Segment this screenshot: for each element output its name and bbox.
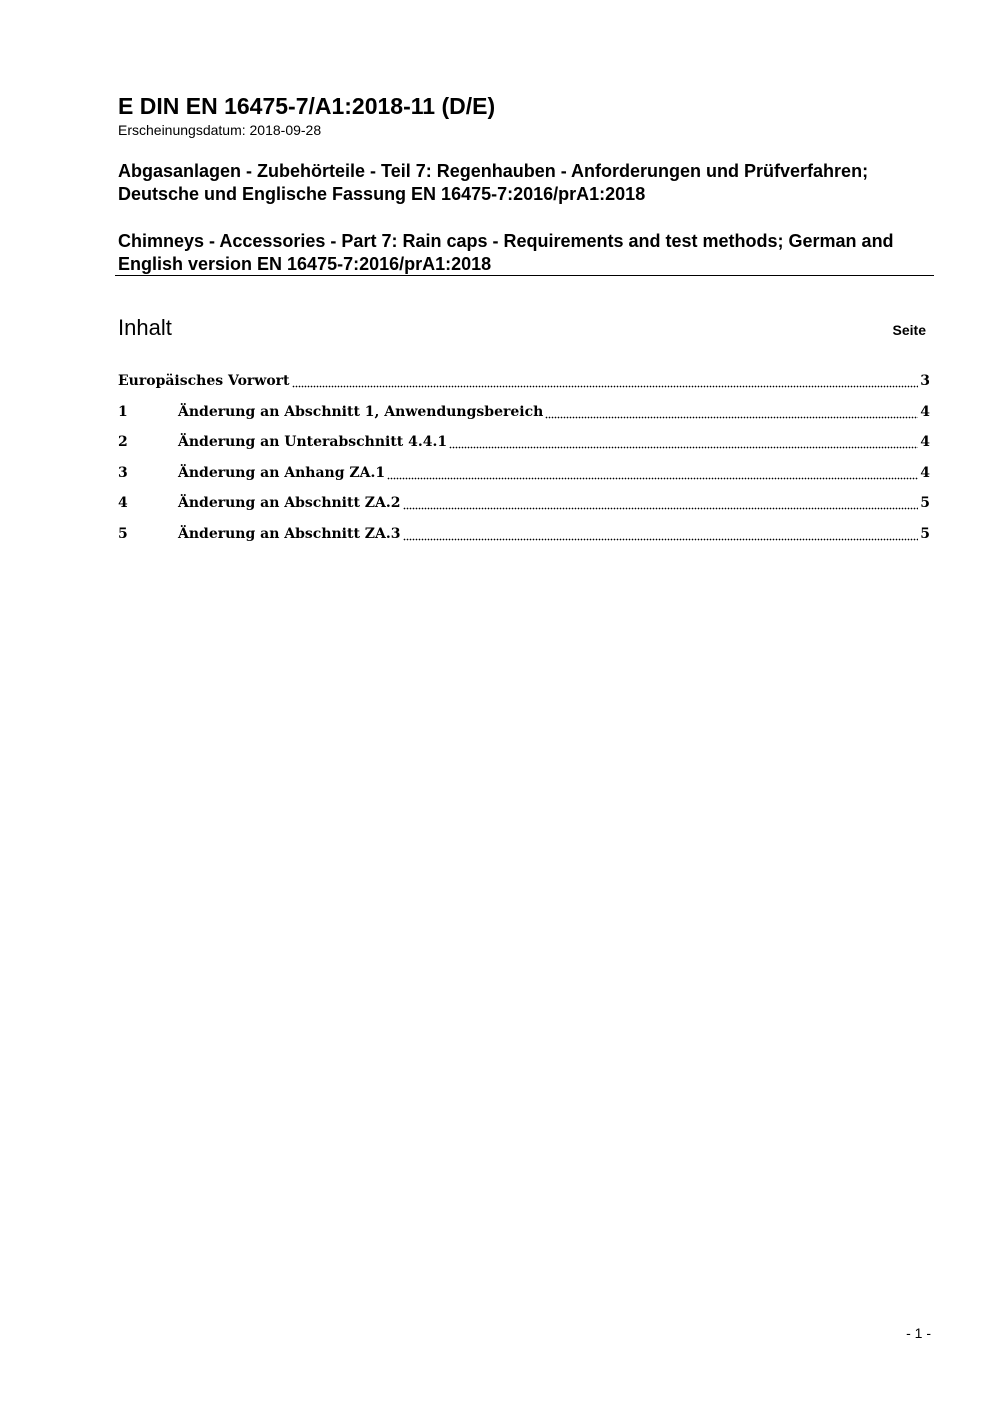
toc-dot-leader [545, 401, 918, 432]
toc-entry-page: 3 [920, 373, 930, 389]
toc-entry-title: Änderung an Abschnitt ZA.2 [178, 495, 401, 511]
toc-entry[interactable] [118, 401, 930, 432]
toc-entry[interactable] [118, 431, 930, 462]
toc-dot-leader [403, 492, 919, 523]
toc-entry-page: 4 [920, 403, 930, 420]
toc-entry-number: 4 [118, 495, 128, 511]
title-english: Chimneys - Accessories - Part 7: Rain caps - Requirements and test methods; German and English version EN 16475-7:2016/prA1:2018 [118, 231, 894, 274]
toc-dot-leader [292, 370, 919, 401]
toc-entry[interactable] [118, 462, 930, 493]
toc-entry-number: 2 [118, 434, 128, 450]
toc-entry-page: 4 [920, 464, 930, 481]
publication-date: Erscheinungsdatum: 2018-09-28 [118, 122, 322, 138]
toc-page-column-label: Seite [892, 322, 926, 338]
toc-entry-page: 4 [920, 434, 930, 450]
toc-entry-title: Änderung an Anhang ZA.1 [178, 464, 386, 481]
title-german: Abgasanlagen - Zubehörteile - Teil 7: Regenhauben - Anforderungen und Prüfverfahren; Deutsche und Englische Fassung EN 16475-7:2016/prA1:2018 [118, 161, 869, 204]
header-divider [115, 275, 934, 276]
document-id: E DIN EN 16475-7/A1:2018-11 (D/E) [118, 93, 496, 119]
toc-entry-title: Änderung an Unterabschnitt 4.4.1 [178, 434, 448, 450]
toc-dot-leader [403, 523, 919, 554]
toc-entry-title: Änderung an Abschnitt 1, Anwendungsbereich [178, 403, 544, 420]
toc-entry[interactable] [118, 523, 930, 554]
toc-entry-number: 3 [118, 464, 128, 481]
page-number: - 1 - [906, 1325, 931, 1341]
toc-entry[interactable] [118, 492, 930, 523]
toc-dot-leader [387, 462, 918, 493]
document-header [118, 92, 934, 276]
toc-entry-title: Europäisches Vorwort [118, 373, 290, 389]
toc-header [118, 313, 926, 343]
table-of-contents [118, 370, 930, 553]
toc-dot-leader [449, 431, 918, 462]
toc-entry-page: 5 [920, 525, 930, 542]
toc-entry-page: 5 [920, 495, 930, 511]
toc-entry-number: 5 [118, 525, 128, 542]
toc-entry[interactable] [118, 370, 930, 401]
toc-entry-title: Änderung an Abschnitt ZA.3 [178, 525, 401, 542]
toc-entry-number: 1 [118, 403, 128, 420]
toc-heading: Inhalt [118, 315, 172, 340]
